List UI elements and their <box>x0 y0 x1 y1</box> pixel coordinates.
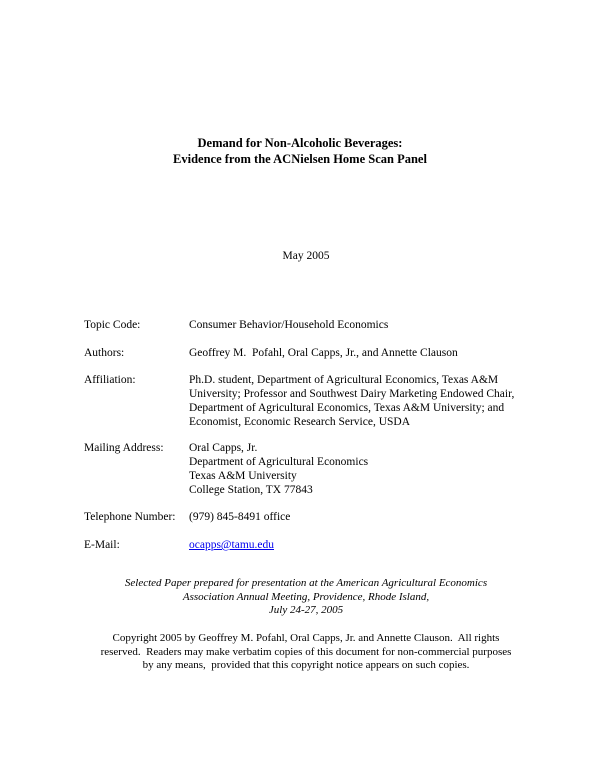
mailing-address-line: Oral Capps, Jr. <box>189 442 258 454</box>
paper-title <box>0 136 600 167</box>
selected-paper-line: Association Annual Meeting, Providence, Rhode Island, <box>182 590 430 603</box>
email-label: E-Mail: <box>84 539 120 551</box>
mailing-address-line: Texas A&M University <box>189 470 297 482</box>
telephone-value: (979) 845-8491 office <box>189 511 291 523</box>
copyright-line: Copyright 2005 by Geoffrey M. Pofahl, Oral Capps, Jr. and Annette Clauson. All rights <box>112 632 500 644</box>
topic-code-value: Consumer Behavior/Household Economics <box>189 319 389 331</box>
affiliation-line: University; Professor and Southwest Dairy Marketing Endowed Chair, <box>189 388 515 400</box>
mailing-address-line: College Station, TX 77843 <box>189 484 313 496</box>
mailing-address-label: Mailing Address: <box>84 442 164 454</box>
affiliation-label: Affiliation: <box>84 374 136 386</box>
affiliation-line: Department of Agricultural Economics, Texas A&M University; and <box>189 402 505 414</box>
selected-paper-line: July 24-27, 2005 <box>268 604 344 616</box>
mailing-address-value <box>189 441 534 497</box>
paper-date: May 2005 <box>282 250 330 262</box>
affiliation-value <box>189 373 534 429</box>
telephone-label: Telephone Number: <box>84 511 176 523</box>
email-value <box>189 538 534 552</box>
email-link[interactable]: ocapps@tamu.edu <box>189 539 274 551</box>
authors-value: Geoffrey M. Pofahl, Oral Capps, Jr., and Annette Clauson <box>189 347 458 359</box>
title-line-1: Demand for Non-Alcoholic Beverages: <box>197 136 403 150</box>
affiliation-line: Economist, Economic Research Service, USDA <box>189 416 410 428</box>
copyright-notice <box>0 632 600 673</box>
selected-paper-line: Selected Paper prepared for presentation at the American Agricultural Economics <box>124 577 488 589</box>
copyright-line: reserved. Readers may make verbatim copies of this document for non-commercial purposes <box>100 645 512 658</box>
topic-code-label: Topic Code: <box>84 319 141 331</box>
authors-label: Authors: <box>84 347 125 359</box>
title-line-2: Evidence from the ACNielsen Home Scan Panel <box>173 151 427 166</box>
affiliation-line: Ph.D. student, Department of Agricultural Economics, Texas A&M <box>189 374 499 386</box>
mailing-address-line: Department of Agricultural Economics <box>189 456 369 468</box>
copyright-line: by any means, provided that this copyright notice appears on such copies. <box>142 659 470 671</box>
selected-paper-note <box>0 577 600 618</box>
